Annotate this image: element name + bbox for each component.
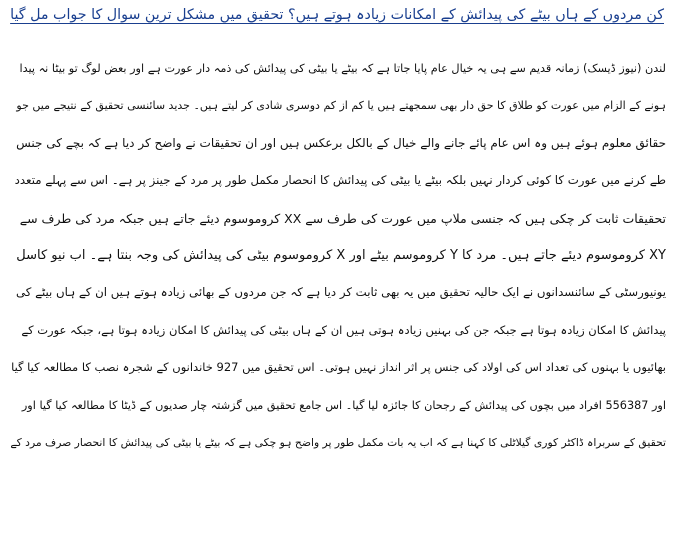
- article-line: XY کروموسوم دیئے جاتے ہیں۔ مرد کا Y کروموسم بیٹے اور X کروموسوم بیٹی کی پیدائش کی وجہ بنتا ہے۔ اب نیو کاسل: [16, 247, 666, 263]
- article-line: تحقیق کے سربراہ ڈاکٹر کوری گیلاٹلی کا کہنا ہے کہ اب یہ بات مکمل طور پر واضح ہو چکی ہے کہ بیٹے یا بیٹی کی پیدائش کا انحصار صرف مرد کے: [10, 435, 666, 449]
- article-line: حقائق معلوم ہوئے ہیں وہ اس عام پائے جانے والے خیال کے بالکل برعکس ہیں اور ان تحقیقات نے واضح کر دیا ہے کہ بچے کی جنس: [16, 135, 666, 150]
- article-line: بھائیوں یا بہنوں کی تعداد اس کی اولاد کی جنس پر اثر انداز نہیں ہوتی۔ اس تحقیق میں 927 خاندانوں کے شجرہ نصب کا مطالعہ کیا گیا: [11, 360, 666, 375]
- article-line: تحقیقات ثابت کر چکی ہیں کہ جنسی ملاپ میں عورت کی طرف سے XX کروموسوم دیئے جاتے ہیں جبکہ مرد کی طرف سے: [19, 210, 666, 226]
- article-line: طے کرنے میں عورت کا کوئی کردار نہیں بلکہ بیٹے یا بیٹی کی پیدائش کا انحصار مکمل طور پر مرد کے جینز پر ہے۔ اس سے پہلے متعدد: [14, 173, 666, 188]
- article-line: ہونے کے الزام میں عورت کو طلاق کا حق دار بھی سمجھتے ہیں یا کم از کم دوسری شادی کر لیتے ہیں۔ جدید سائنسی تحقیق کے نتیجے میں جو: [16, 99, 666, 113]
- article-line: یونیورسٹی کے سائنسدانوں نے ایک حالیہ تحقیق میں یہ بھی ثابت کر دیا ہے کہ جن مردوں کے بھائی زیادہ ہوتے ہیں ان کے ہاں بیٹے کی: [15, 285, 666, 300]
- article-line: اور 556387 افراد میں بچوں کی پیدائش کے رجحان کا جائزہ لیا گیا۔ اس جامع تحقیق میں گزشتہ چار صدیوں کے ڈیٹا کا مطالعہ کیا گیا اور: [21, 398, 666, 412]
- article-line: پیدائش کا امکان زیادہ ہوتا ہے جبکہ جن کی بہنیں زیادہ ہوتی ہیں ان کے ہاں بیٹی کی پیدائش کا امکان زیادہ ہوتا ہے، جبکہ عورت کے: [21, 322, 666, 337]
- article-line: لندن (نیوز ڈیسک) زمانہ قدیم سے ہی یہ خیال عام پایا جاتا ہے کہ بیٹے یا بیٹی کی پیدائش کی ذمہ دار عورت ہے اور بعض لوگ تو بیٹا نہ پیدا: [19, 62, 666, 75]
- article-headline[interactable]: کن مردوں کے ہاں بیٹے کی پیدائش کے امکانات زیادہ ہوتے ہیں؟ تحقیق میں مشکل ترین سوال کا جواب مل گیا: [10, 7, 664, 23]
- article-body: [8, 50, 666, 461]
